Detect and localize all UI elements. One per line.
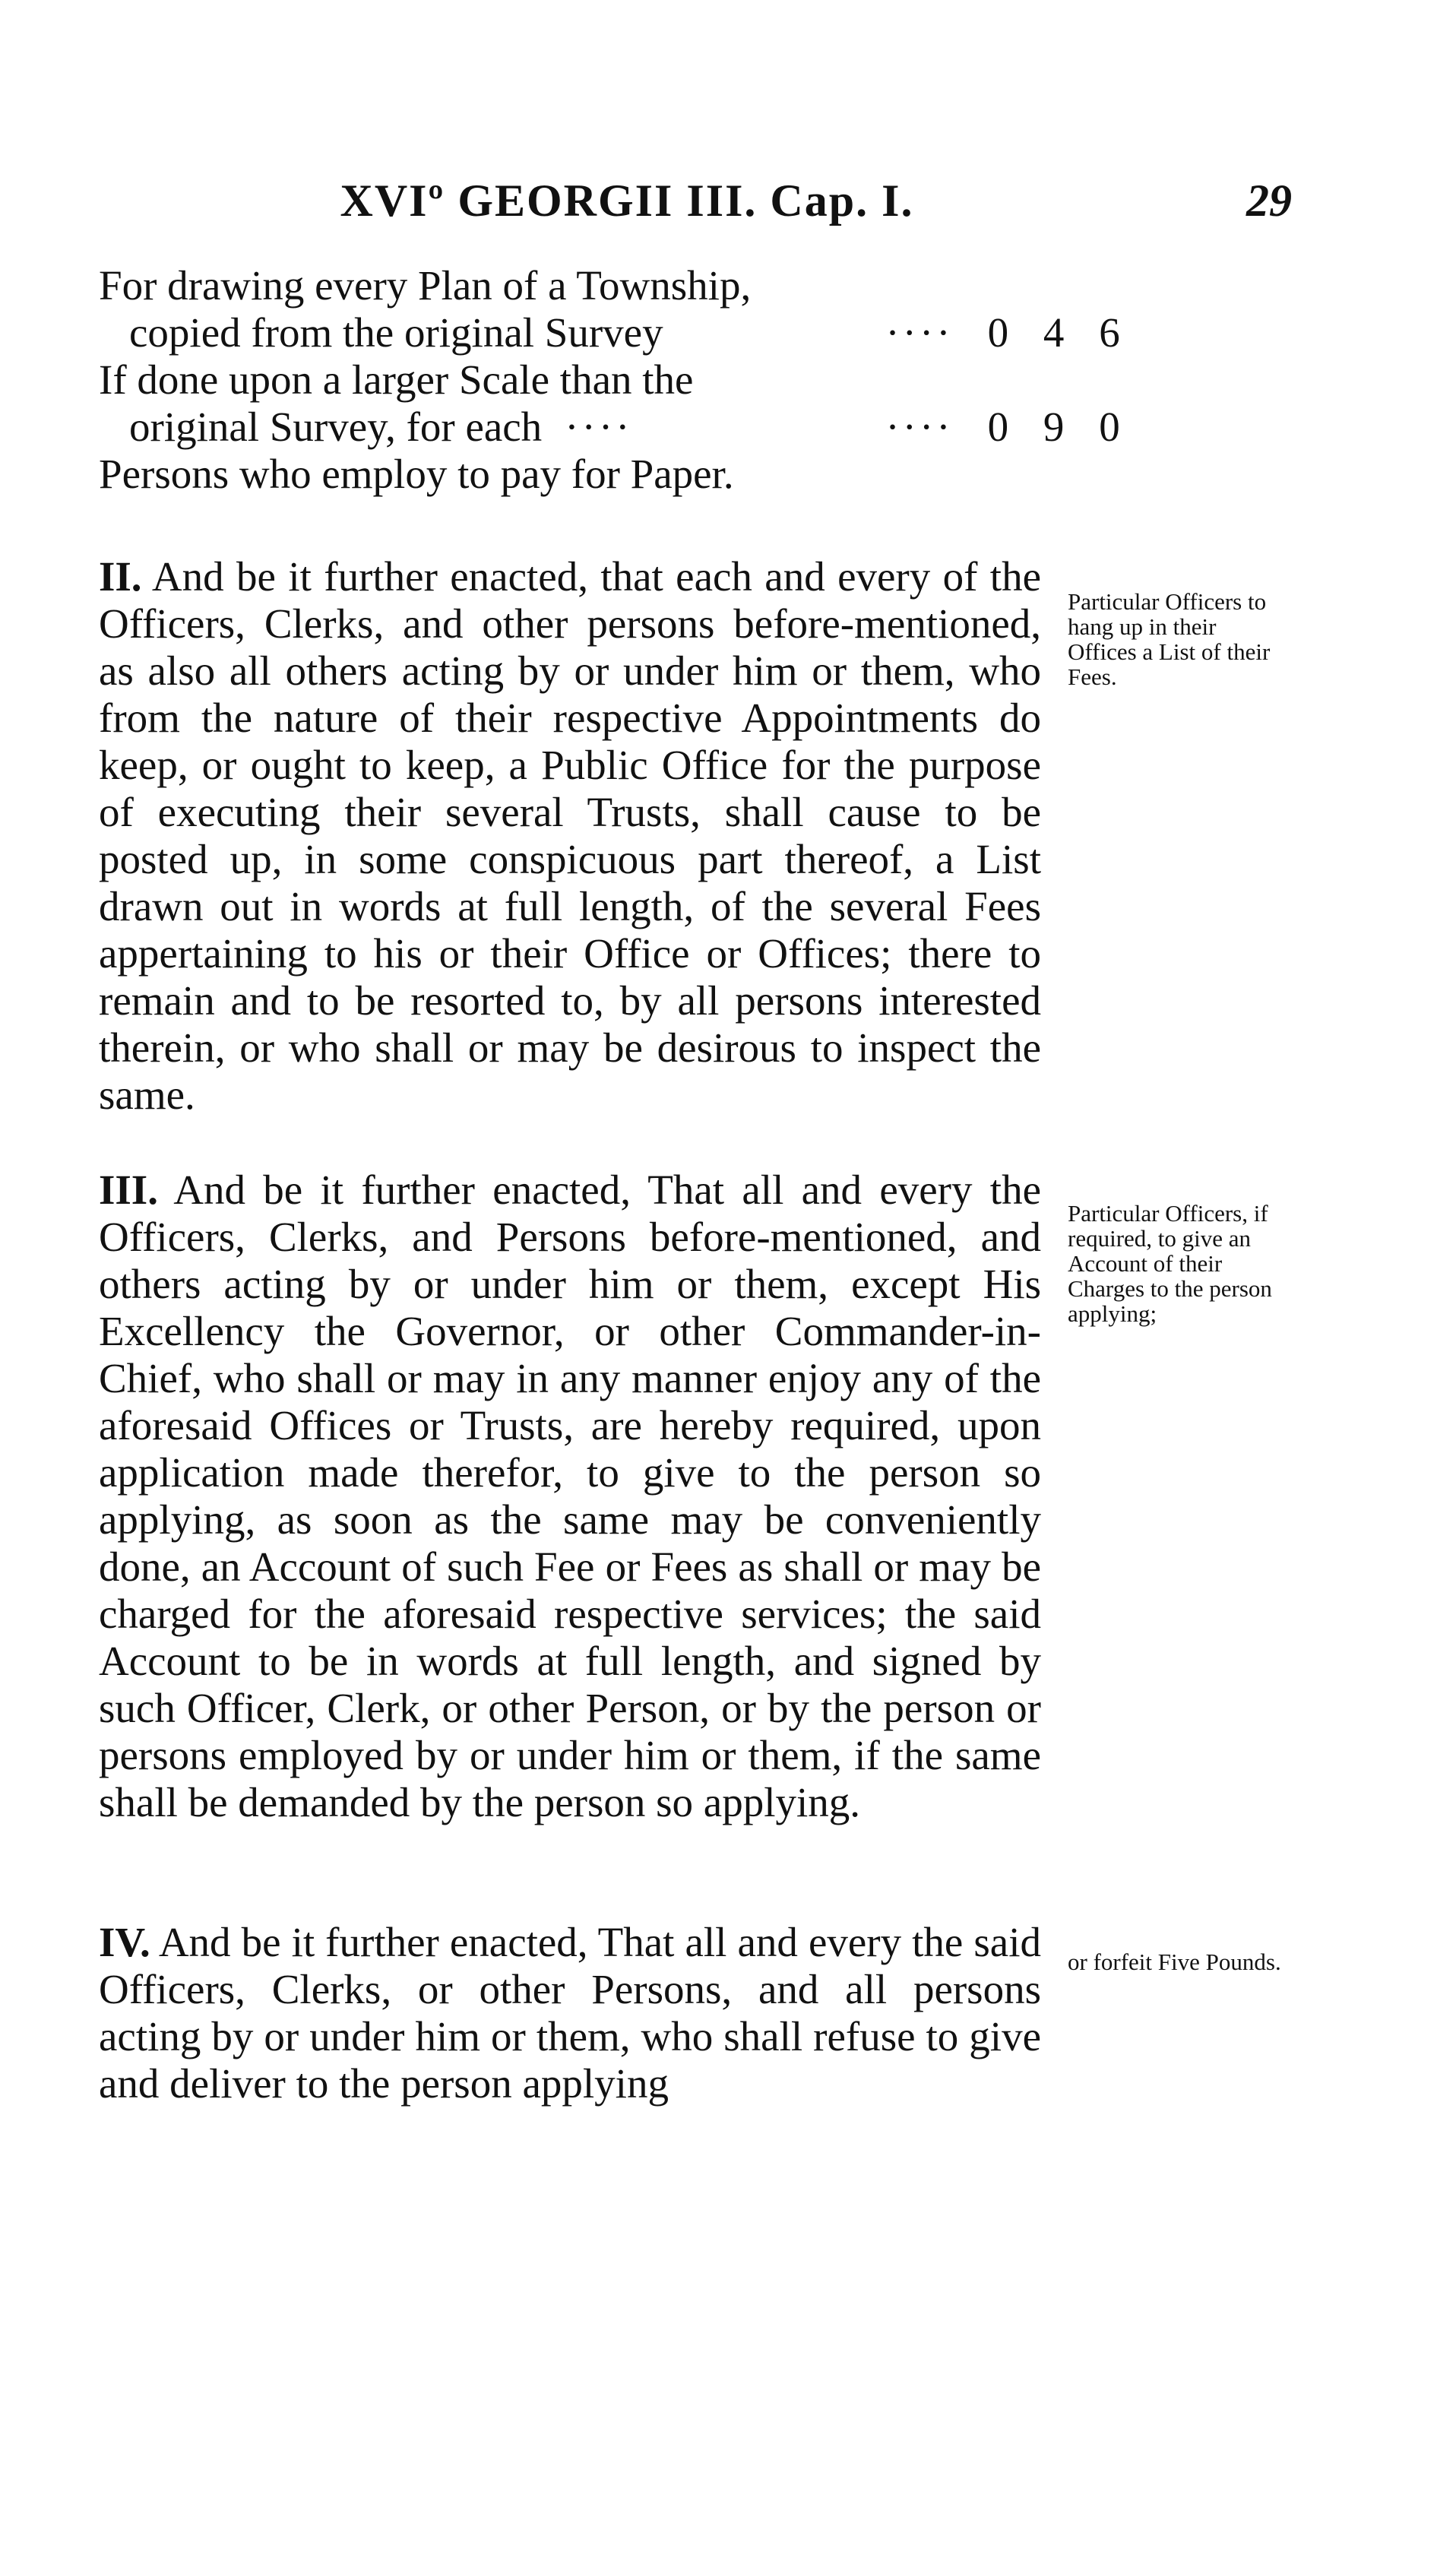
margin-note-section-4: or forfeit Five Pounds.	[1068, 1949, 1281, 1975]
fee-row-2-line-2	[99, 404, 1120, 451]
section-text: And be it further enacted, That all and every the Officers, Clerks, and Persons before-mentioned, and others acting by or under him or them, except His Excellency the Governor, or other Commander-in-Chief, who shall or may in any manner enjoy any of the aforesaid Offices or Trusts, are hereby required, upon application made therefor, to give to the person so applying, as soon as the same may be conveniently done, an Account of such Fee or Fees as shall or may be charged for the aforesaid respective services; the said Account to be in words at full length, and signed by such Officer, Clerk, or other Person, or by the person or persons employed by or under him or them, if the same shall be demanded by the person so applying.	[99, 1167, 1041, 1825]
amount-pence: 6	[1099, 309, 1120, 356]
amount-pounds: 0	[987, 404, 1009, 450]
running-header	[190, 175, 1292, 236]
fee-description: copied from the original Survey	[129, 309, 663, 356]
section-number: II.	[99, 553, 142, 600]
section-4	[99, 1919, 1041, 2107]
leader-dots: ····	[885, 404, 954, 450]
paper-note: Persons who employ to pay for Paper.	[99, 451, 734, 497]
amount-shillings: 4	[1043, 309, 1065, 356]
fee-description: original Survey, for each	[129, 404, 543, 450]
section-text: And be it further enacted, That all and every the said Officers, Clerks, or other Persons, and all persons acting by or under him or them, who shall refuse to give and deliver to the person applying	[99, 1919, 1041, 2107]
amount-pence: 0	[1099, 404, 1120, 450]
page-header-title: XVIº GEORGII III. Cap. I.	[340, 176, 914, 226]
margin-note-section-2: Particular Officers to hang up in their Offices a List of their Fees.	[1068, 588, 1271, 690]
leader-dots: ····	[565, 404, 633, 450]
section-3	[99, 1167, 1041, 1826]
page-number: 29	[1246, 176, 1292, 226]
fee-description: For drawing every Plan of a Township,	[99, 262, 752, 309]
fee-row-1-line-2	[99, 309, 1120, 356]
fee-table	[99, 262, 1120, 498]
section-2	[99, 553, 1041, 1119]
fee-description: If done upon a larger Scale than the	[99, 356, 694, 403]
fee-amount	[874, 404, 1132, 451]
leader-dots: ····	[885, 309, 954, 356]
section-number: III.	[99, 1167, 158, 1213]
section-number: IV.	[99, 1919, 150, 1965]
amount-pounds: 0	[987, 309, 1009, 356]
amount-shillings: 9	[1043, 404, 1065, 450]
section-text: And be it further enacted, that each and every of the Officers, Clerks, and other persons before-mentioned, as also all others acting by or under him or them, who from the nature of their respective Appointments do keep, or ought to keep, a Public Office for the purpose of executing their several Trusts, shall cause to be posted up, in some conspicuous part thereof, a List drawn out in words at full length, of the several Fees appertaining to his or their Office or Offices; there to remain and to be resorted to, by all persons interested therein, or who shall or may be desirous to inspect the same.	[99, 553, 1042, 1118]
fee-row-1-line-1	[99, 262, 1041, 309]
fee-amount	[874, 309, 1132, 356]
fee-row-2-line-1	[99, 356, 1041, 404]
margin-note-section-3: Particular Officers, if required, to give an Account of their Charges to the person applying;	[1068, 1200, 1272, 1327]
